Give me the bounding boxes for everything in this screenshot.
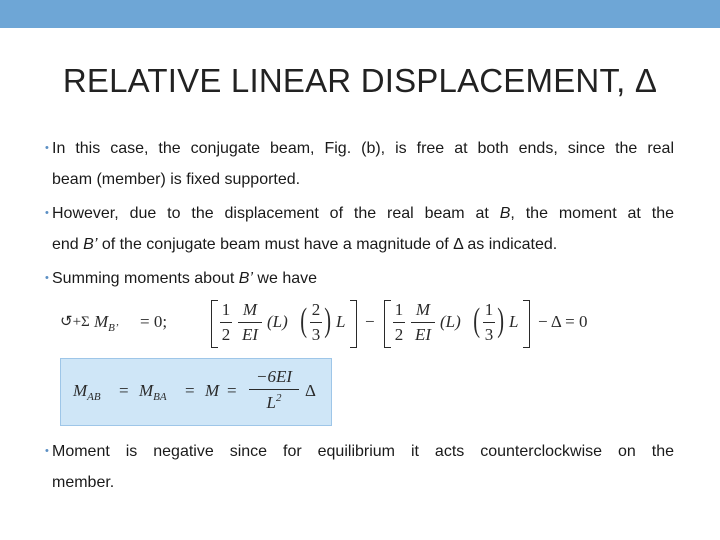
moment-equilibrium-equation	[58, 296, 648, 352]
fraction-two-thirds	[310, 300, 322, 345]
text-run-italic: B	[499, 205, 511, 222]
delta-symbol: Δ	[305, 381, 316, 400]
denominator: 3	[484, 325, 494, 344]
text-run: of the conjugate beam must have a magnitude of Δ as indicated.	[97, 236, 558, 253]
left-bracket	[384, 300, 391, 348]
lhs-sum: ↺+Σ	[60, 314, 90, 330]
text-run: end	[52, 236, 84, 253]
right-bracket	[350, 300, 357, 348]
M-BA	[139, 381, 167, 403]
bullet-2-line-1	[52, 198, 674, 229]
bullet-1-line-1: In this case, the conjugate beam, Fig. (b), is free at both ends, since the real	[52, 140, 674, 157]
bullet-1-line-2: beam (member) is fixed supported.	[52, 171, 301, 188]
fraction-bar	[411, 322, 435, 323]
M-AB	[73, 381, 101, 403]
top-accent-bar	[0, 0, 720, 28]
text-run: M	[139, 381, 154, 400]
text-run: we have	[252, 270, 318, 287]
fraction-bar	[310, 322, 322, 323]
text-run: , the moment at the	[510, 205, 674, 222]
slide-title: RELATIVE LINEAR DISPLACEMENT, Δ	[62, 62, 658, 99]
bullet-dot: •	[45, 272, 49, 284]
open-paren: (	[473, 302, 481, 339]
numerator: M	[242, 300, 258, 319]
numerator: 1	[484, 300, 494, 319]
L-term: L	[509, 312, 519, 331]
fraction-one-third	[483, 300, 495, 345]
bullet-1	[45, 133, 674, 195]
fraction-bar	[249, 389, 299, 390]
numerator: 1	[221, 300, 231, 319]
close-paren: )	[324, 302, 332, 339]
fraction-bar	[238, 322, 262, 323]
text-run: Summing moments about	[52, 270, 239, 287]
numerator: 1	[394, 300, 404, 319]
fraction-6EI-over-L2	[249, 367, 299, 413]
fraction-bar	[220, 322, 232, 323]
bullet-3	[45, 263, 674, 294]
L-term: L	[336, 312, 346, 331]
minus-sign: −	[365, 312, 375, 331]
M-term: M	[205, 381, 220, 400]
equals-sign: =	[185, 381, 195, 400]
bullet-dot: •	[45, 142, 49, 154]
text-run: However, due to the displacement of the real beam at	[52, 205, 500, 222]
bullet-dot: •	[45, 445, 49, 457]
fraction-one-half	[220, 300, 232, 345]
left-bracket	[211, 300, 218, 348]
L-paren: (L)	[267, 312, 288, 331]
lhs-equals-zero: = 0;	[140, 312, 168, 331]
denominator: 3	[311, 325, 321, 344]
bullet-3-line-1	[52, 263, 674, 294]
denominator	[249, 392, 299, 413]
subscript: AB	[87, 391, 101, 403]
open-paren: (	[300, 302, 308, 339]
fraction-M-over-EI	[411, 300, 435, 345]
fraction-M-over-EI	[238, 300, 262, 345]
text-run-italic: B’	[238, 270, 253, 287]
bullet-4-line-2: member.	[52, 474, 115, 491]
close-paren: )	[497, 302, 505, 339]
fraction-bar	[483, 322, 495, 323]
fraction-one-half	[393, 300, 405, 345]
bullet-2-line-2	[52, 229, 674, 260]
numerator: 2	[311, 300, 321, 319]
numerator: −6EI	[255, 367, 293, 386]
denominator: EI	[241, 325, 259, 344]
equals-sign: =	[227, 381, 237, 400]
bullet-4-line-1: Moment is negative since for equilibrium it acts counterclockwise on the	[52, 443, 674, 460]
bullet-dot: •	[45, 207, 49, 219]
text-run: M	[73, 381, 88, 400]
denominator: 2	[394, 325, 404, 344]
denominator: EI	[414, 325, 432, 344]
bullet-2	[45, 198, 674, 260]
superscript: 2	[275, 392, 282, 404]
denominator: 2	[221, 325, 231, 344]
equation-tail: − Δ = 0	[538, 312, 588, 331]
subscript: B’	[108, 322, 119, 334]
subscript: BA	[153, 391, 167, 403]
text-run-italic: B’	[83, 236, 98, 253]
numerator: M	[415, 300, 431, 319]
L-paren: (L)	[440, 312, 461, 331]
text-run: L	[266, 393, 276, 412]
fraction-bar	[393, 322, 405, 323]
right-bracket	[523, 300, 530, 348]
bullet-4	[45, 436, 674, 498]
text-run: M	[94, 312, 109, 331]
moment-result-box	[60, 358, 332, 426]
equals-sign: =	[119, 381, 129, 400]
lhs-moment	[94, 312, 119, 334]
